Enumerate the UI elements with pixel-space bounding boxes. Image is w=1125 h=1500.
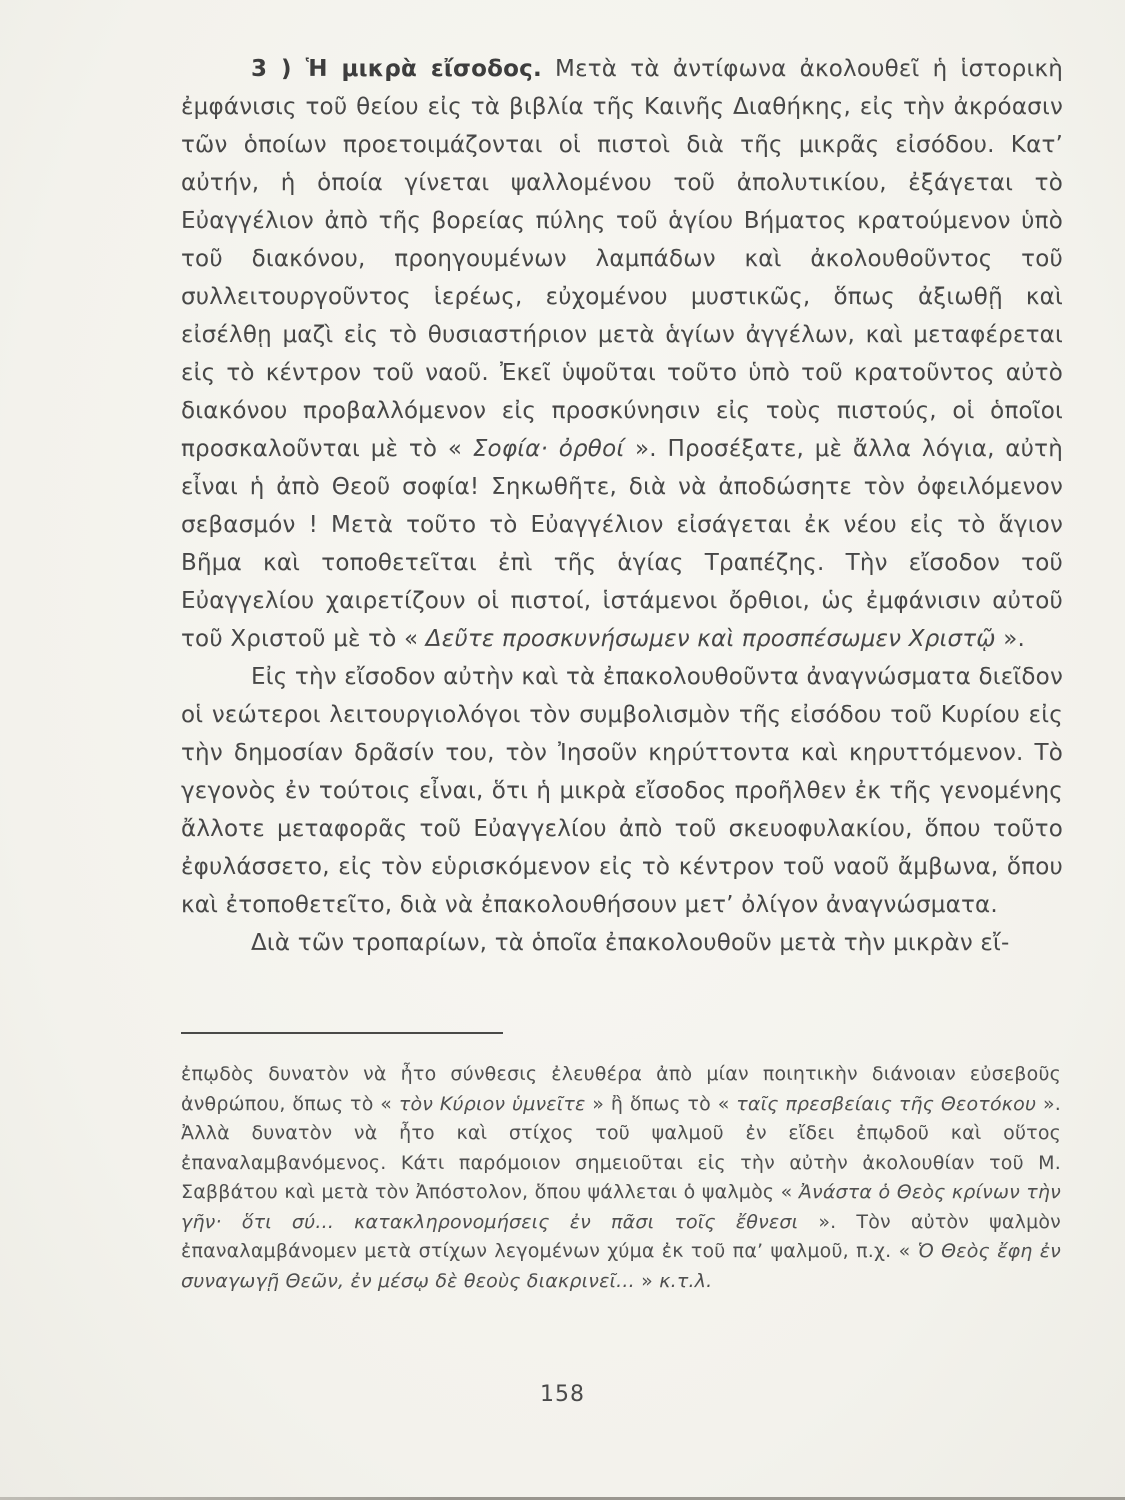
footnote-quote-ton-kyrion: τὸν Κύριον ὑμνεῖτε (398, 1092, 586, 1115)
paragraph-1-text-b: ». Προσέξατε, μὲ ἄλλα λόγια, αὐτὴ εἶναι ἡ ἀπὸ Θεοῦ σοφία! Σηκωθῆτε, διὰ νὰ ἀποδώσητε τὸν ὀφειλόμενον σεβασμόν ! Μετὰ τοῦτο τὸ Εὐαγγέλιον εἰσάγεται ἐκ νέου εἰς τὸ ἅγιον Βῆμα καὶ τοποθετεῖται ἐπὶ τῆς ἁγίας Τραπέζης. Τὴν εἴσοδον τοῦ Εὐαγγελίου χαιρετίζουν οἱ πιστοί, ἱστάμενοι ὄρθιοι, ὡς ἐμφάνισιν αὐτοῦ τοῦ Χριστοῦ μὲ τὸ « (181, 436, 1064, 652)
paragraph-1-text-a: Μετὰ τὰ ἀντίφωνα ἀκολουθεῖ ἡ ἱστορικὴ ἐμφάνισις τοῦ θείου εἰς τὰ βιβλία τῆς Καινῆς Διαθήκης, εἰς τὴν ἀκρόασιν τῶν ὁποίων προετοιμάζονται οἱ πιστοὶ διὰ τῆς μικρᾶς εἰσόδου. Κατ’ αὐτήν, ἡ ὁποία γίνεται ψαλλομένου τοῦ ἀπολυτικίου, ἐξάγεται τὸ Εὐαγγέλιον ἀπὸ τῆς βορείας πύλης τοῦ ἁγίου Βήματος κρατούμενον ὑπὸ τοῦ διακόνου, προηγουμένων λαμπάδων καὶ ἀκολουθοῦντος τοῦ συλλειτουργοῦντος ἱερέως, εὐχομένου μυστικῶς, ὅπως ἀξιωθῇ καὶ εἰσέλθῃ μαζὶ εἰς τὸ θυσιαστήριον μετὰ ἁγίων ἀγγέλων, καὶ μεταφέρεται εἰς τὸ κέντρον τοῦ ναοῦ. Ἐκεῖ ὑψοῦται τοῦτο ὑπὸ τοῦ κρατοῦντος αὐτὸ διακόνου προβαλλόμενον εἰς προσκύνησιν εἰς τοὺς πιστούς, οἱ ὁποῖοι προσκαλοῦνται μὲ τὸ « (181, 56, 1063, 462)
paragraph-1 (181, 50, 1063, 658)
paragraph-1-text-c: ». (995, 626, 1026, 652)
quote-defte-proskynisomen: Δεῦτε προσκυνήσωμεν καὶ προσπέσωμεν Χριστῷ (425, 626, 996, 652)
paragraph-1-heading: 3 ) Ἡ μικρὰ εἴσοδος. (251, 56, 542, 82)
quote-sophia-orthoi: Σοφία· ὀρθοί (472, 436, 625, 462)
footnote-separator (181, 1032, 503, 1034)
main-text-block (181, 50, 1063, 962)
paragraph-2: Εἰς τὴν εἴσοδον αὐτὴν καὶ τὰ ἐπακολουθοῦντα ἀναγνώσματα διεῖδον οἱ νεώτεροι λειτουργιολόγοι τὸν συμβολισμὸν τῆς εἰσόδου τοῦ Κυρίου εἰς τὴν δημοσίαν δρᾶσίν του, τὸν Ἰησοῦν κηρύττοντα καὶ κηρυττόμενον. Τὸ γεγονὸς ἐν τούτοις εἶναι, ὅτι ἡ μικρὰ εἴσοδος προῆλθεν ἐκ τῆς γενομένης ἄλλοτε μεταφορᾶς τοῦ Εὐαγγελίου ἀπὸ τοῦ σκευοφυλακίου, ὅπου τοῦτο ἐφυλάσσετο, εἰς τὸν εὑρισκόμενον εἰς τὸ κέντρον τοῦ ναοῦ ἄμβωνα, ὅπου καὶ ἐτοποθετεῖτο, διὰ νὰ ἐπακολουθήσουν μετ’ ὀλίγον ἀναγνώσματα. (181, 664, 1063, 918)
paragraph-3: Διὰ τῶν τροπαρίων, τὰ ὁποῖα ἐπακολουθοῦν μετὰ τὴν μικρὰν εἴ- (251, 930, 1010, 956)
footnote-text-d: ». Τὸν αὐτὸν ψαλμὸν ἐπαναλαμβάνομεν μετὰ στίχων λεγομένων χύμα ἐκ τοῦ πα’ ψαλμοῦ, π.χ. « (181, 1210, 1061, 1262)
footnote-block (181, 1060, 1061, 1296)
footnote-quote-anasta: Ἀνάστα ὁ Θεὸς κρίνων τὴν γῆν· ὅτι σύ... κατακληρονομήσεις ἐν πᾶσι τοῖς ἔθνεσι (181, 1181, 1061, 1233)
footnote-text-a: ἐπῳδὸς δυνατὸν νὰ ἦτο σύνθεσις ἐλευθέρα ἀπὸ μίαν ποιητικὴν διάνοιαν εὐσεβοῦς ἀνθρώπου, ὅπως τὸ « (181, 1063, 1061, 1115)
footnote-text-b: » ἢ ὅπως τὸ « (585, 1092, 737, 1115)
page-number: 158 (540, 1382, 585, 1407)
footnote-quote-o-theos-efi: Ὁ Θεὸς ἔφη ἐν συναγωγῇ Θεῶν, ἐν μέσῳ δὲ θεοὺς διακρινεῖ... (181, 1240, 1061, 1292)
footnote-ktl: κ.τ.λ. (659, 1269, 713, 1292)
footnote-text (181, 1060, 1061, 1296)
footnote-text-e: » (634, 1269, 660, 1292)
footnote-quote-tais-presveiais: ταῖς πρεσβείαις τῆς Θεοτόκου (736, 1092, 1037, 1115)
footnote-text-c: ». Ἀλλὰ δυνατὸν νὰ ἦτο καὶ στίχος τοῦ ψαλμοῦ ἐν εἴδει ἐπῳδοῦ καὶ οὕτος ἐπαναλαμβανόμενος. Κάτι παρόμοιον σημειοῦται εἰς τὴν αὐτὴν ἀκολουθίαν τοῦ Μ. Σαββάτου καὶ μετὰ τὸν Ἀπόστολον, ὅπου ψάλλεται ὁ ψαλμὸς « (181, 1092, 1062, 1203)
